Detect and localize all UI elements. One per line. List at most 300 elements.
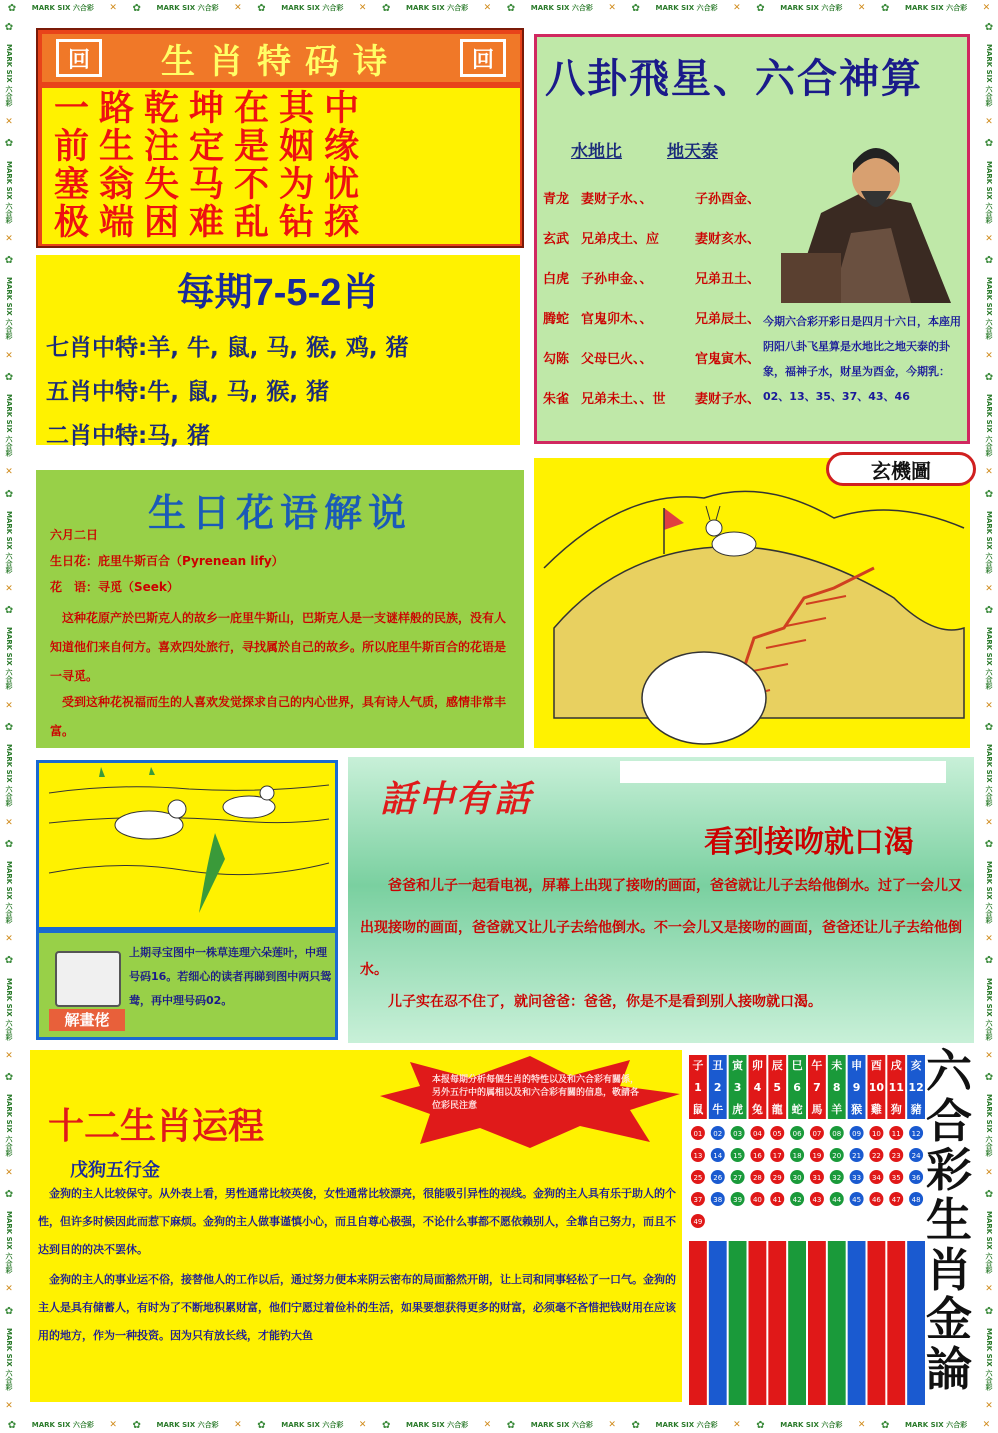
lower-cell xyxy=(788,1241,806,1405)
cross-icon: ✕ xyxy=(358,1420,367,1430)
number-ball-label: 28 xyxy=(752,1174,762,1182)
cross-icon: ✕ xyxy=(109,3,117,13)
border-brand: MARK SIX 六合彩 xyxy=(31,4,94,12)
number-ball-label: 36 xyxy=(911,1174,921,1182)
poem-line: 极端困难乱钻探 xyxy=(54,202,370,243)
bagua-spirit: 青龙 xyxy=(543,191,570,207)
flower-icon: ✿ xyxy=(4,255,14,267)
side-title-char: 六 xyxy=(926,1044,972,1098)
border-brand: MARK SIX 六合彩 xyxy=(985,1211,993,1274)
flower-icon: ✿ xyxy=(631,2,640,14)
number-ball-label: 27 xyxy=(733,1174,743,1182)
number-ball-label: 21 xyxy=(852,1152,862,1160)
flower-icon: ✿ xyxy=(984,1188,994,1200)
flower-icon: ✿ xyxy=(631,1419,640,1431)
zodiac-animal: 豬 xyxy=(910,1103,922,1116)
zodiac-number: 7 xyxy=(813,1081,821,1094)
zodiac-branch: 辰 xyxy=(771,1059,783,1072)
bagua-line: 妻财子水、、 xyxy=(581,191,653,207)
flower-icon: ✿ xyxy=(984,1072,994,1084)
side-title-char: 彩 xyxy=(926,1143,972,1198)
number-ball-label: 15 xyxy=(733,1152,743,1160)
cross-icon: ✕ xyxy=(985,1401,993,1412)
border-brand: MARK SIX 六合彩 xyxy=(5,277,13,340)
zodiac-branch: 酉 xyxy=(870,1059,882,1072)
zodiac-grid xyxy=(688,1055,926,1405)
number-ball-label: 37 xyxy=(693,1196,703,1204)
border-brand: MARK SIX 六合彩 xyxy=(5,394,13,457)
flower-icon: ✿ xyxy=(756,1419,765,1431)
number-ball-label: 13 xyxy=(693,1152,703,1160)
lower-cell xyxy=(768,1241,786,1405)
border-brand: MARK SIX 六合彩 xyxy=(31,1421,94,1429)
number-ball-label: 01 xyxy=(693,1130,703,1138)
left-border xyxy=(0,16,18,1417)
number-ball-label: 08 xyxy=(832,1130,842,1138)
border-brand: MARK SIX 六合彩 xyxy=(985,1327,993,1390)
border-brand: MARK SIX 六合彩 xyxy=(985,43,993,106)
number-ball-label: 11 xyxy=(891,1130,901,1138)
zodiac-branch: 未 xyxy=(831,1059,843,1072)
frame-icon: 回 xyxy=(56,39,102,77)
poem-title: 生肖特码诗 xyxy=(161,41,401,82)
cross-icon: ✕ xyxy=(733,1420,741,1430)
cross-icon: ✕ xyxy=(234,3,242,13)
border-brand: MARK SIX 六合彩 xyxy=(985,627,993,690)
number-ball-label: 07 xyxy=(812,1130,822,1138)
cross-icon: ✕ xyxy=(483,3,492,13)
picks-panel xyxy=(36,255,520,449)
border-brand: MARK SIX 六合彩 xyxy=(5,1094,13,1157)
lower-cell xyxy=(828,1241,846,1405)
border-brand: MARK SIX 六合彩 xyxy=(985,510,993,573)
puzzle-answer-text: 上期寻宝图中一株草连理六朵莲叶，中理号码16。若细心的读者再睇到图中两只鸳鸯，再中理号码02。 xyxy=(129,946,332,1007)
joke-para: 儿子实在忍不住了，就问爸爸：爸爸，你是不是看到别人接吻就口渴。 xyxy=(360,994,822,1010)
flower-para: 受到这种花祝福而生的人喜欢发觉探求自己的内心世界，具有诗人气质，感情非常丰富。 xyxy=(50,695,507,738)
zodiac-number: 5 xyxy=(773,1081,782,1094)
cross-icon: ✕ xyxy=(985,584,993,595)
cross-icon: ✕ xyxy=(5,700,13,711)
zodiac-animal: 兔 xyxy=(751,1103,763,1116)
poem-lines xyxy=(42,88,520,244)
flower-name: 生日花：庇里牛斯百合（Pyrenean lify） xyxy=(50,554,284,568)
number-ball-label: 03 xyxy=(733,1130,743,1138)
number-ball-label: 44 xyxy=(832,1196,842,1204)
flower-icon: ✿ xyxy=(881,2,890,14)
flower-icon: ✿ xyxy=(132,1419,141,1431)
number-ball-label: 24 xyxy=(911,1152,921,1160)
lower-cell xyxy=(689,1241,707,1405)
zodiac-animal: 狗 xyxy=(890,1103,902,1116)
cross-icon: ✕ xyxy=(5,1051,13,1061)
bagua-spirit: 白虎 xyxy=(543,271,570,287)
number-ball-label: 09 xyxy=(852,1130,862,1138)
zodiac-number: 8 xyxy=(832,1081,841,1094)
border-brand: MARK SIX 六合彩 xyxy=(780,4,843,12)
number-ball-label: 26 xyxy=(713,1174,723,1182)
number-ball-label: 14 xyxy=(713,1152,723,1160)
flower-icon: ✿ xyxy=(506,2,516,14)
joke-subtitle: 看到接吻就口渴 xyxy=(704,825,914,860)
flower-icon: ✿ xyxy=(4,1305,14,1317)
cross-icon: ✕ xyxy=(985,700,993,711)
picks-title: 每期7-5-2肖 xyxy=(176,272,380,314)
bagua-row xyxy=(543,217,765,257)
number-ball-label: 49 xyxy=(693,1218,703,1226)
border-brand: MARK SIX 六合彩 xyxy=(985,744,993,807)
notice-burst xyxy=(380,1056,680,1148)
zodiac-branch: 卯 xyxy=(751,1059,763,1072)
border-brand: MARK SIX 六合彩 xyxy=(655,4,718,12)
border-brand: MARK SIX 六合彩 xyxy=(780,1421,843,1429)
lower-cell xyxy=(848,1241,866,1405)
flower-icon: ✿ xyxy=(984,21,994,33)
cross-icon: ✕ xyxy=(5,467,13,478)
number-ball-label: 02 xyxy=(713,1130,723,1138)
zodiac-side-title xyxy=(922,1044,976,1396)
cross-icon: ✕ xyxy=(857,1420,866,1430)
picks-row: 五肖中特:牛, 鼠, 马, 猴, 猪 xyxy=(46,379,330,405)
border-brand: MARK SIX 六合彩 xyxy=(281,4,344,12)
flower-panel xyxy=(36,470,524,748)
border-brand: MARK SIX 六合彩 xyxy=(156,4,219,12)
zodiac-branch: 寅 xyxy=(732,1059,744,1072)
poem-line: 一路乾坤在其中 xyxy=(54,88,370,129)
flower-icon: ✿ xyxy=(4,838,14,850)
flower-icon: ✿ xyxy=(984,488,994,500)
bagua-line: 兄弟丑土、 xyxy=(695,271,761,287)
flower-icon: ✿ xyxy=(7,2,17,14)
xuanji-badge: 玄機圖 xyxy=(826,452,976,486)
bagua-row xyxy=(543,177,765,217)
flower-icon: ✿ xyxy=(984,371,994,383)
cross-icon: ✕ xyxy=(5,233,13,244)
puzzle-answer-label: 解畫佬 xyxy=(49,1009,125,1031)
flower-para: 这种花原产於巴斯克人的故乡一庇里牛斯山，巴斯克人是一支谜样般的民族，没有人知道他们来自何方。喜欢四处旅行，寻找属於自己的故乡。所以庇里牛斯百合的花语是一寻觅。 xyxy=(50,611,507,683)
number-ball-label: 46 xyxy=(871,1196,881,1204)
border-brand: MARK SIX 六合彩 xyxy=(904,4,968,12)
cross-icon: ✕ xyxy=(985,117,993,128)
side-title-char: 合 xyxy=(926,1093,972,1148)
right-border xyxy=(980,16,998,1417)
number-ball-label: 17 xyxy=(772,1152,782,1160)
flower-icon: ✿ xyxy=(984,138,994,150)
border-brand: MARK SIX 六合彩 xyxy=(985,394,993,457)
flower-language: 花 语：寻觅（Seek） xyxy=(50,580,179,594)
border-brand: MARK SIX 六合彩 xyxy=(985,977,993,1040)
flower-icon: ✿ xyxy=(881,1419,890,1431)
bagua-line: 兄弟戌土、应 xyxy=(581,231,660,247)
bagua-spirit: 勾陈 xyxy=(543,351,570,367)
number-ball-label: 43 xyxy=(812,1196,822,1204)
number-ball-label: 23 xyxy=(891,1152,901,1160)
zodiac-animal: 雞 xyxy=(870,1103,882,1116)
cross-icon: ✕ xyxy=(982,1420,991,1430)
border-brand: MARK SIX 六合彩 xyxy=(5,1327,13,1390)
lower-cell xyxy=(749,1241,767,1405)
border-brand: MARK SIX 六合彩 xyxy=(5,160,13,223)
duck-drawing xyxy=(39,763,335,927)
zodiac-branch: 子 xyxy=(692,1059,704,1072)
number-ball-label: 33 xyxy=(852,1174,862,1182)
number-ball-label: 41 xyxy=(772,1196,782,1204)
zodiac-number: 1 xyxy=(694,1081,702,1094)
cross-icon: ✕ xyxy=(109,1420,117,1430)
flower-title: 生日花语解说 xyxy=(147,490,412,535)
cross-icon: ✕ xyxy=(982,3,991,13)
zodiac-animal: 牛 xyxy=(712,1103,724,1116)
zodiac-animal: 羊 xyxy=(831,1103,843,1116)
bagua-row xyxy=(543,337,765,377)
zodiac-branch: 巳 xyxy=(791,1059,803,1072)
flower-icon: ✿ xyxy=(4,488,14,500)
number-ball-label: 20 xyxy=(832,1152,842,1160)
puzzle-illustration xyxy=(534,458,970,748)
flower-icon: ✿ xyxy=(984,722,994,733)
border-brand: MARK SIX 六合彩 xyxy=(985,160,993,223)
border-brand: MARK SIX 六合彩 xyxy=(405,4,469,12)
notice-text: 本报每期分析每個生肖的特性以及和六合彩有關係，另外五行中的属相以及和六合彩有關的信息，敬請各位彩民注意 xyxy=(432,1075,640,1111)
flower-icon: ✿ xyxy=(4,371,14,383)
border-brand: MARK SIX 六合彩 xyxy=(5,43,13,106)
frame-icon: 回 xyxy=(460,39,506,77)
zodiac-number: 10 xyxy=(868,1081,885,1094)
flower-icon: ✿ xyxy=(257,1419,266,1431)
zodiac-number: 9 xyxy=(852,1081,861,1094)
cross-icon: ✕ xyxy=(985,817,993,828)
bagua-line: 子孙酉金、 xyxy=(695,191,761,207)
cross-icon: ✕ xyxy=(985,233,993,244)
zodiac-number: 6 xyxy=(793,1081,801,1094)
picks-row: 二肖中特:马, 猪 xyxy=(46,423,210,449)
cross-icon: ✕ xyxy=(985,1051,993,1061)
border-brand: MARK SIX 六合彩 xyxy=(156,1421,219,1429)
zodiac-animal: 蛇 xyxy=(791,1103,803,1116)
bagua-row xyxy=(543,377,765,417)
number-ball-label: 05 xyxy=(772,1130,782,1138)
fortune-title: 十二生肖运程 xyxy=(48,1106,265,1147)
number-ball-label: 34 xyxy=(871,1174,881,1182)
lower-cell xyxy=(729,1241,747,1405)
bagua-row xyxy=(543,297,765,337)
border-brand: MARK SIX 六合彩 xyxy=(530,4,593,12)
number-ball-label: 45 xyxy=(852,1196,862,1204)
side-title-char: 論 xyxy=(926,1341,972,1396)
number-ball-label: 25 xyxy=(693,1174,703,1182)
zodiac-animal: 猴 xyxy=(851,1103,863,1116)
side-title-char: 生 xyxy=(926,1192,972,1247)
border-brand: MARK SIX 六合彩 xyxy=(5,1211,13,1274)
border-brand: MARK SIX 六合彩 xyxy=(655,1421,718,1429)
border-brand: MARK SIX 六合彩 xyxy=(5,860,13,924)
poem-header xyxy=(42,34,520,82)
border-brand: MARK SIX 六合彩 xyxy=(985,1094,993,1157)
cross-icon: ✕ xyxy=(985,1284,993,1295)
bagua-line: 官鬼卯木、、 xyxy=(581,311,653,327)
bagua-spirit: 玄武 xyxy=(543,231,570,247)
cross-icon: ✕ xyxy=(5,117,13,128)
cross-icon: ✕ xyxy=(5,1167,13,1178)
cross-icon: ✕ xyxy=(5,1284,13,1295)
number-ball-label: 40 xyxy=(752,1196,762,1204)
number-ball-label: 22 xyxy=(871,1152,881,1160)
bagua-spirit: 朱雀 xyxy=(543,391,570,407)
lower-cell xyxy=(808,1241,826,1405)
cross-icon: ✕ xyxy=(857,3,866,13)
notebook-icon xyxy=(55,951,121,1007)
poem-panel xyxy=(36,28,524,248)
duck-pond-illustration xyxy=(36,760,338,930)
flower-icon: ✿ xyxy=(4,1188,14,1200)
number-ball-label: 16 xyxy=(752,1152,762,1160)
zodiac-branch: 申 xyxy=(851,1059,863,1072)
bagua-line: 官鬼寅木、 xyxy=(695,351,761,367)
hill-rabbit-drawing xyxy=(534,458,970,748)
joke-para: 爸爸和儿子一起看电视，屏幕上出现了接吻的画面，爸爸就让儿子去给他倒水。过了一会儿又出现接吻的画面，爸爸就又让儿子去给他倒水。不一会儿又是接吻的画面，爸爸还让儿子去给他倒水。 xyxy=(360,878,962,978)
flower-icon: ✿ xyxy=(382,1419,391,1431)
zodiac-number: 11 xyxy=(888,1081,904,1094)
cross-icon: ✕ xyxy=(234,1420,242,1430)
zodiac-branch: 亥 xyxy=(910,1059,922,1072)
joke-header: 話中有話 xyxy=(380,778,533,820)
number-ball-label: 19 xyxy=(812,1152,822,1160)
border-brand: MARK SIX 六合彩 xyxy=(405,1421,469,1429)
lower-cell xyxy=(709,1241,727,1405)
flower-icon: ✿ xyxy=(257,2,266,14)
zodiac-number: 2 xyxy=(713,1081,722,1094)
puzzle-answer-panel xyxy=(36,930,338,1040)
zodiac-animal: 龍 xyxy=(771,1103,783,1116)
cross-icon: ✕ xyxy=(985,1167,993,1178)
border-brand: MARK SIX 六合彩 xyxy=(281,1421,344,1429)
zodiac-branch: 丑 xyxy=(712,1059,724,1072)
poem-line: 塞翁失马不为忧 xyxy=(54,164,370,205)
flower-icon: ✿ xyxy=(506,1419,516,1431)
zodiac-number: 3 xyxy=(733,1081,742,1094)
cross-icon: ✕ xyxy=(5,934,13,945)
fortune-para: 金狗的主人的事业运不俗，接替他人的工作以后，通过努力便本来阴云密布的局面豁然开朗，让上司和同事轻松了一口气。金狗的主人是具有储蓄人，有时为了不断地积累财富，他们宁愿过着俭朴的生活，如果要想获得更多的财富，必须毫不吝惜把钱财用在应该用的地方，作为一种投资。因为只有放长线，才能钓大鱼 xyxy=(38,1273,676,1342)
hexagram-2: 地天泰 xyxy=(667,142,718,162)
zodiac-branch: 戌 xyxy=(890,1059,902,1072)
number-ball-label: 10 xyxy=(871,1130,881,1138)
bagua-panel xyxy=(534,34,970,444)
header-blank-bar xyxy=(620,761,946,783)
lower-cell xyxy=(887,1241,905,1405)
number-ball-label: 31 xyxy=(812,1174,822,1182)
lower-cell xyxy=(868,1241,886,1405)
cross-icon: ✕ xyxy=(985,350,993,361)
bagua-line: 兄弟辰土、 xyxy=(695,311,761,327)
zodiac-number: 12 xyxy=(908,1081,924,1094)
fortune-subtitle: 戊狗五行金 xyxy=(70,1160,160,1181)
border-brand: MARK SIX 六合彩 xyxy=(5,977,13,1040)
border-brand: MARK SIX 六合彩 xyxy=(5,510,13,573)
flower-icon: ✿ xyxy=(7,1419,17,1431)
number-ball-label: 06 xyxy=(792,1130,802,1138)
cross-icon: ✕ xyxy=(483,1420,492,1430)
number-ball-label: 30 xyxy=(792,1174,802,1182)
side-title-char: 肖 xyxy=(926,1242,972,1297)
border-brand: MARK SIX 六合彩 xyxy=(904,1421,968,1429)
joke-panel xyxy=(348,757,974,1043)
flower-icon: ✿ xyxy=(984,255,994,267)
flower-icon: ✿ xyxy=(984,1305,994,1317)
bagua-line: 子孙申金、、 xyxy=(581,271,653,287)
number-ball-label: 47 xyxy=(891,1196,901,1204)
bagua-title: 八卦飛星、六合神算 xyxy=(545,55,923,102)
number-ball-label: 35 xyxy=(891,1174,901,1182)
flower-icon: ✿ xyxy=(132,2,141,14)
zodiac-animal: 馬 xyxy=(811,1103,823,1116)
zodiac-fortune-panel xyxy=(30,1050,682,1402)
zodiac-animal: 鼠 xyxy=(692,1103,704,1116)
number-ball-label: 29 xyxy=(772,1174,782,1182)
border-brand: MARK SIX 六合彩 xyxy=(5,744,13,807)
number-ball-label: 38 xyxy=(713,1196,723,1204)
zodiac-number-table xyxy=(688,1055,926,1405)
cross-icon: ✕ xyxy=(5,817,13,828)
cross-icon: ✕ xyxy=(985,934,993,945)
number-ball-label: 39 xyxy=(733,1196,743,1204)
flower-icon: ✿ xyxy=(4,605,14,617)
number-ball-label: 04 xyxy=(752,1130,762,1138)
hexagram-1: 水地比 xyxy=(571,142,622,162)
border-brand: MARK SIX 六合彩 xyxy=(5,627,13,690)
flower-icon: ✿ xyxy=(756,2,765,14)
cross-icon: ✕ xyxy=(5,1401,13,1412)
bagua-line: 兄弟未土、、世 xyxy=(581,391,666,407)
cross-icon: ✕ xyxy=(608,3,616,13)
fortune-para: 金狗的主人比较保守。从外表上看，男性通常比较英俊，女性通常比较漂亮，很能吸引异性的视线。金狗的主人具有乐于助人的个性，但许多时候因此而惹下麻烦。金狗的主人做事谨慎小心，而且自尊心极强，不论什么事都不愿依赖别人，全靠自己努力，而且不达到目的的决不罢休。 xyxy=(38,1187,676,1256)
border-brand: MARK SIX 六合彩 xyxy=(985,277,993,340)
cross-icon: ✕ xyxy=(985,467,993,478)
cross-icon: ✕ xyxy=(608,1420,616,1430)
poem-line: 前生注定是姻缘 xyxy=(54,126,370,167)
cross-icon: ✕ xyxy=(733,3,741,13)
bottom-border xyxy=(0,1417,998,1433)
bagua-row xyxy=(543,257,765,297)
sage-figure-illustration xyxy=(761,133,961,303)
top-border xyxy=(0,0,998,16)
zodiac-number: 4 xyxy=(753,1081,762,1094)
flower-icon: ✿ xyxy=(382,2,391,14)
cross-icon: ✕ xyxy=(5,584,13,595)
bagua-table xyxy=(543,177,765,417)
bagua-line: 妻财亥水、 xyxy=(695,231,761,247)
bagua-note: 今期六合彩开彩日是四月十六日，本座用阴阳八卦飞星算是水地比之地天泰的卦象，福神子水，财星为酉金，今期乳：02、13、35、37、43、46 xyxy=(763,315,961,403)
flower-icon: ✿ xyxy=(4,21,14,33)
border-brand: MARK SIX 六合彩 xyxy=(530,1421,593,1429)
number-ball-label: 18 xyxy=(792,1152,802,1160)
border-brand: MARK SIX 六合彩 xyxy=(985,860,993,924)
zodiac-branch: 午 xyxy=(811,1059,823,1072)
flower-icon: ✿ xyxy=(984,838,994,850)
bagua-line: 父母巳火、、 xyxy=(581,351,653,367)
bagua-spirit: 腾蛇 xyxy=(543,311,570,327)
flower-icon: ✿ xyxy=(4,138,14,150)
picks-row: 七肖中特:羊, 牛, 鼠, 马, 猴, 鸡, 猪 xyxy=(46,335,409,361)
flower-date: 六月二日 xyxy=(50,528,99,542)
bagua-line: 妻财子水、 xyxy=(695,391,761,407)
zodiac-animal: 虎 xyxy=(732,1103,744,1116)
number-ball-label: 32 xyxy=(832,1174,842,1182)
number-ball-label: 48 xyxy=(911,1196,921,1204)
cross-icon: ✕ xyxy=(5,350,13,361)
flower-icon: ✿ xyxy=(4,722,14,733)
cross-icon: ✕ xyxy=(358,3,367,13)
number-ball-label: 12 xyxy=(911,1130,921,1138)
flower-icon: ✿ xyxy=(984,955,994,967)
